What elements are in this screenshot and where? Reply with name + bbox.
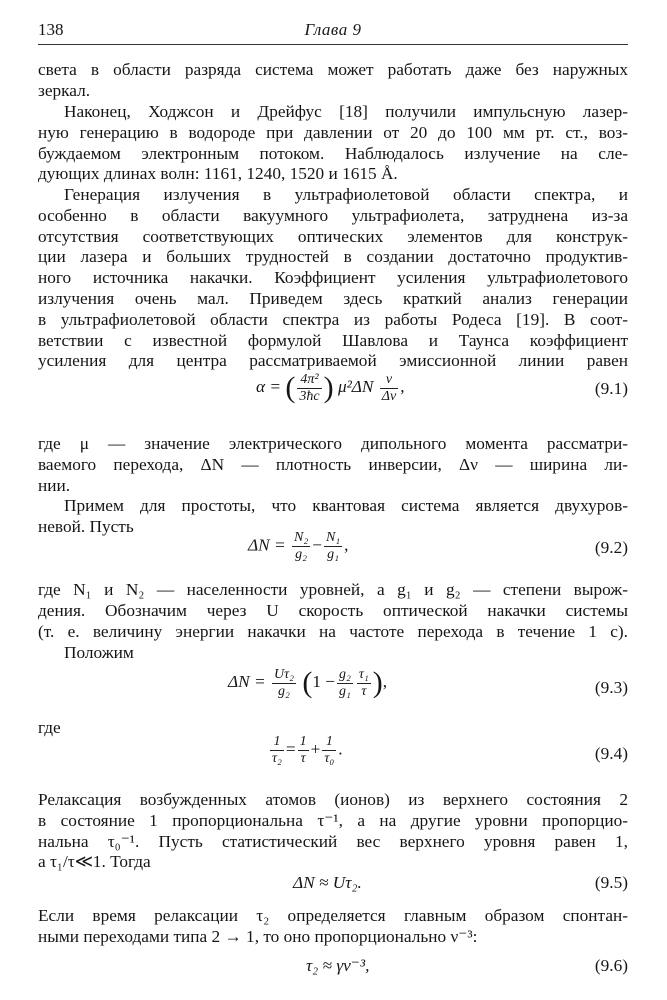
text-line: ными переходами типа 2 → 1, то оно пропорционально ν⁻³: [38,926,478,946]
text-line: дующих длинах волн: 1161, 1240, 1520 и 1615 Å. [38,164,398,184]
text-line: нальна τ₀⁻¹. Пусть статистический вес верхнего уровня равен 1, [38,831,628,851]
formula: ΔN = $\frac{\text{Uτ₂}}{\text{g₂}}$ (1 − $\frac{\text{g₂}}{\text{g₁}}$ $\frac{\text{τ₁}}{\tau}$ ), [228,666,388,699]
formula: α = ( $\frac{\text{4π²}}{3ħc}$ ) μ²ΔN $\frac{\nu}{\Delta\nu}$ , [256,371,405,404]
page-header [38,20,628,42]
formula: ΔN ≈ Uτ₂. [293,873,362,892]
text-line: в состояние 1 пропорциональна τ⁻¹, а на другие уровни пропорцио- [38,810,628,830]
text-line: где [38,718,61,737]
paragraph [38,580,628,642]
text-line: ного источника накачки. Коэффициент усиления ультрафиолетового [38,268,628,288]
equation-number: (9.3) [594,678,628,697]
paragraph [38,185,628,372]
paragraph [38,102,628,185]
formula: $\frac{1}{\text{τ₂}}$ = $\frac{1}{\tau}$ + $\frac{1}{\text{τ₀}}$ . [272,734,343,766]
running-title: Глава 9 [304,20,362,39]
equation-9-2 [38,530,628,566]
text-line: усиления для центра рассматриваемой эмиссионной линии равен [38,351,628,371]
text-line: Положим [64,643,134,662]
paragraph [38,60,628,102]
equation-number: (9.1) [594,379,628,398]
text-line: излучения очень мал. Приведем здесь краткий анализ генерации [38,288,628,308]
header-rule [38,44,628,45]
text-line: где μ — значение электрического дипольного момента рассматри- [38,434,628,453]
text-line: Наконец, Ходжсон и Дрейфус [18] получили импульсную лазер- [64,102,628,121]
text-line: ции лазера и больших трудностей в создании достаточно продуктив- [38,247,628,267]
text-line: зеркал. [38,80,91,100]
equation-9-6 [38,956,628,978]
text-line: где N₁ и N₂ — населенности уровней, а g₁ и g₂ — степени вырож- [38,580,628,599]
formula: τ₂ ≈ γν⁻³, [306,956,370,975]
text-line: ваемого перехода, ΔN — плотность инверсии, Δν — ширина ли- [38,454,628,474]
text-line: ветствии с известной формулой Шавлова и Таунса коэффициент [38,330,628,350]
equation-9-5 [38,873,628,895]
text-line: света в области разряда система может работать даже без наружных [38,60,628,79]
equation-number: (9.2) [594,538,628,557]
page-number: 138 [38,20,64,39]
text-line: дения. Обозначим через U скорость оптической накачки системы [38,600,628,620]
formula: ΔN = $\frac{\text{N₂}}{\text{g₂}}$ − $\frac{\text{N₁}}{\text{g₁}}$ , [248,530,349,562]
text-line: нии. [38,475,71,495]
paragraph [38,790,628,873]
equation-9-3 [38,666,628,706]
paragraph [38,434,628,496]
equation-9-1 [38,371,628,407]
text-line: буждаемом электронным потоком. Наблюдалось излучение на сле- [38,143,628,163]
paragraph [38,643,628,664]
text-line: отсутствия соответствующих оптических элементов для конструк- [38,226,628,246]
equation-9-4 [38,734,628,774]
text-line: Если время релаксации τ₂ определяется главным образом спонтан- [38,906,628,925]
text-line: особенно в области вакуумного ультрафиолета, затруднена из-за [38,205,628,225]
equation-number: (9.6) [594,956,628,975]
text-line: Релаксация возбужденных атомов (ионов) из верхнего состояния 2 [38,790,628,809]
text-line: а τ₁/τ≪1. Тогда [38,852,151,872]
text-line: Примем для простоты, что квантовая система является двухуров- [64,496,628,515]
text-line: Генерация излучения в ультрафиолетовой области спектра, и [64,185,628,204]
text-line: (т. е. величину энергии накачки на частоте перехода в течение 1 с). [38,621,628,641]
paragraph [38,906,628,948]
text-line: невой. Пусть [38,516,134,536]
equation-number: (9.4) [594,744,628,763]
text-line: ную генерацию в водороде при давлении от 20 до 100 мм рт. ст., воз- [38,122,628,142]
text-line: в ультрафиолетовой области спектра из работы Родеса [19]. В соот- [38,309,628,329]
equation-number: (9.5) [594,873,628,892]
